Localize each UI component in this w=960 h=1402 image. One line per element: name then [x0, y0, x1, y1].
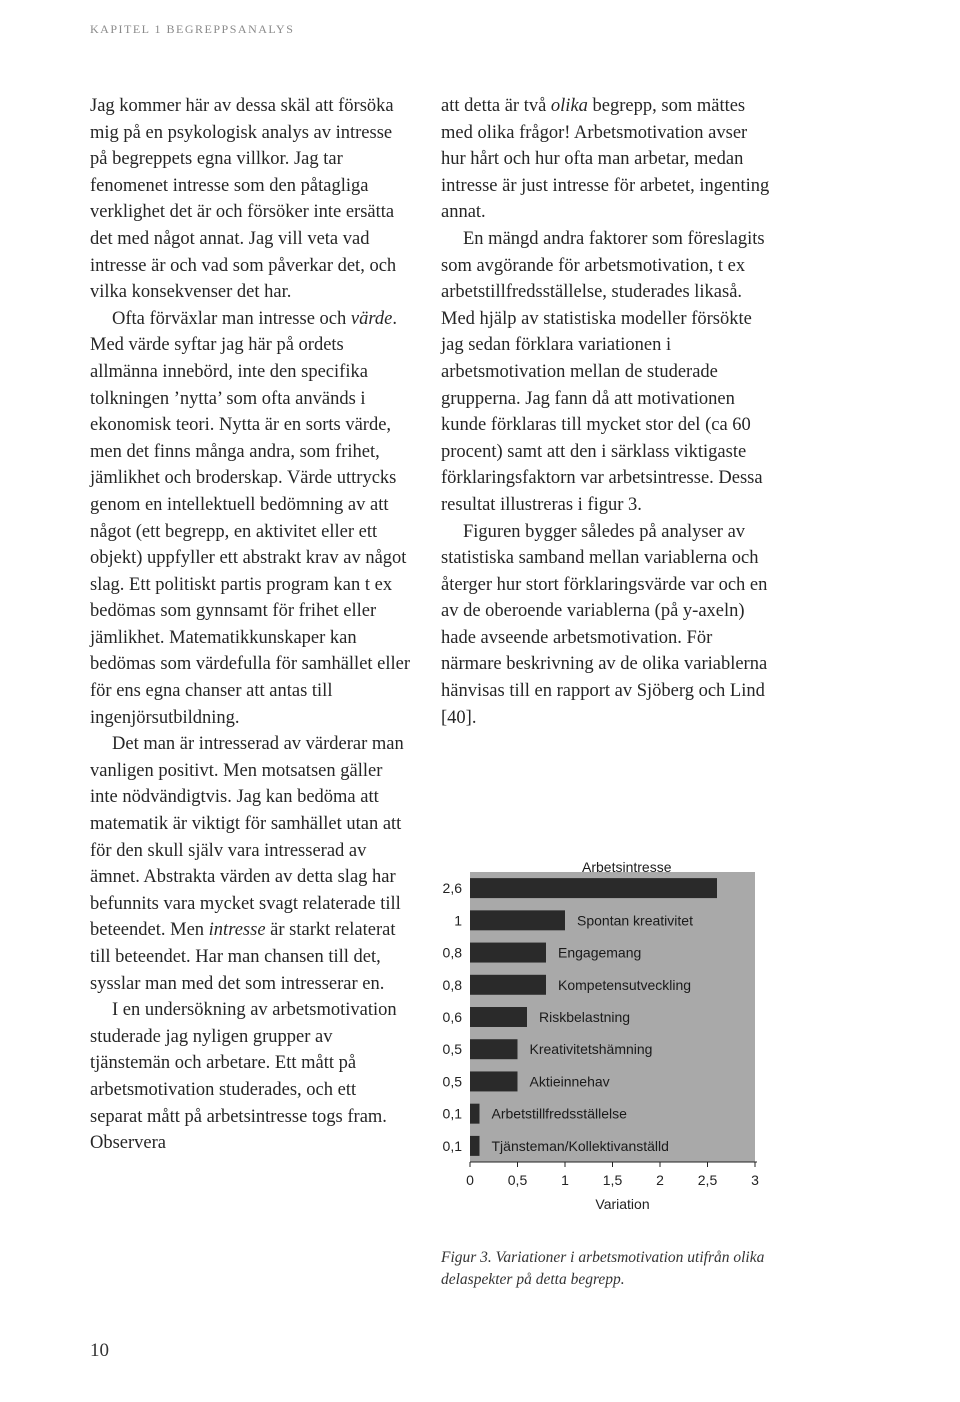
bar: [470, 975, 546, 995]
category-label: Kompetensutveckling: [558, 976, 692, 993]
category-label: Aktieinnehav: [529, 1073, 610, 1090]
x-tick-label: 0: [466, 1172, 474, 1188]
paragraph: Det man är intresserad av värderar man vanligen positivt. Men motsatsen gäller inte nödvändigtvis. Jag kan bedöma att matematik är viktigt för samhället utan att för den skull själv vara intresserad av ämnet. Abstrakta värden av detta slag har befunnits vara mycket svagt relaterade till beteendet. Men intresse är starkt relaterat till beteendet. Har man chansen till det, sysslar man med det som intresserar en.: [90, 734, 404, 994]
value-label: 0,6: [442, 1009, 462, 1025]
x-tick-label: 0,5: [507, 1172, 528, 1188]
value-label: 2,6: [442, 880, 462, 897]
value-label: 0,8: [442, 976, 462, 993]
category-label: Engagemang: [558, 944, 642, 961]
x-tick-label: 1: [561, 1172, 569, 1188]
category-label: Arbetstillfredsställelse: [491, 1105, 627, 1122]
figure-3: [430, 860, 775, 1300]
category-label: Spontan kreativitet: [577, 912, 693, 929]
value-label: 0,1: [442, 1137, 462, 1154]
x-axis-label: Variation: [595, 1196, 650, 1212]
paragraph: Figuren bygger således på analyser av statistiska samband mellan variablerna och återger hur stort förklaringsvärde var och en av de oberoende variablerna (på y-axeln) hade avseende arbetsmotivation. För närmare beskrivning av de olika variablerna hänvisas till en rapport av Sjöberg och Lind [40].: [441, 521, 768, 728]
figure-caption: Figur 3. Variationer i arbetsmotivation utifrån olika delaspekter på detta begrepp.: [441, 1249, 765, 1288]
x-tick-label: 2: [656, 1172, 664, 1188]
x-tick-label: 1,5: [602, 1172, 623, 1188]
bar: [470, 910, 565, 930]
paragraph: Jag kommer här av dessa skäl att försöka mig på en psykologisk analys av intresse på begreppets egna villkor. Jag tar fenomenet intresse som den påtagliga verklighet det är och försöker inte ersätta det med något annat. Jag vill veta vad intresse är och vad som påverkar det, och vilka konsekvenser det har.: [90, 96, 397, 303]
bar: [470, 878, 717, 898]
paragraph: En mängd andra faktorer som föreslagits som avgörande för arbetsmotivation, t ex arbetstillfredsställelse, studerades likaså. Med hjälp av statistiska modeller försökte jag sedan förklara variationen i arbetsmotivation mellan de studerade grupperna. Jag fann då att motivationen kunde förklaras till mycket stor del (ca 60 procent) samt att den i särklass viktigaste förklaringsfaktorn var arbetsintresse. Dessa resultat illustreras i figur 3.: [441, 228, 765, 515]
bar: [470, 1104, 480, 1124]
bar-chart: [430, 860, 775, 1245]
category-label: Kreativitetshämning: [529, 1041, 653, 1058]
bar: [470, 1039, 518, 1059]
right-column: [441, 93, 771, 731]
value-label: 1: [454, 912, 462, 929]
left-column: [90, 93, 412, 1157]
paragraph: Ofta förväxlar man intresse och värde. Med värde syftar jag här på ordets allmänna innebörd, inte den specifika tolkningen ’nytta’ som ofta används i ekonomisk teori. Nytta är en sorts värde, men det finns många andra, som frihet, jämlikhet och broderskap. Värde uttrycks genom en intellektuell bedömning av att något (ett begrepp, en aktivitet eller ett objekt) uppfyller ett abstrakt krav av något slag. Ett politiskt partis program kan t ex bedömas som gynnsamt för frihet eller jämlikhet. Matematikkunskaper kan bedömas som värdefulla för samhället eller för ens egna chanser att antas till ingenjörsutbildning.: [90, 308, 411, 728]
bar: [470, 1071, 518, 1091]
x-tick-label: 3: [751, 1172, 759, 1188]
page-number: 10: [90, 1340, 109, 1361]
paragraph: I en undersökning av arbetsmotivation studerade jag nyligen grupper av tjänstemän och arbetare. Ett mått på arbetsmotivation studerades, och ett separat mått på arbetsintresse togs fram. Observera: [90, 1000, 397, 1154]
value-label: 0,5: [442, 1041, 462, 1058]
bar: [470, 943, 546, 963]
running-header: KAPITEL 1 BEGREPPSANALYS: [90, 22, 295, 36]
value-label: 0,1: [442, 1105, 462, 1122]
bar: [470, 1007, 527, 1027]
value-label: 0,5: [442, 1073, 462, 1090]
category-label: Arbetsintresse: [582, 860, 672, 876]
bar: [470, 1136, 480, 1156]
value-label: 0,8: [442, 944, 462, 961]
category-label: Tjänsteman/Kollektivanställd: [491, 1137, 669, 1154]
paragraph: att detta är två olika begrepp, som mättes med olika frågor! Arbetsmotivation avser hur hårt och hur ofta man arbetar, medan intresse är just intresse för arbetet, ingenting annat.: [441, 96, 770, 223]
x-tick-label: 2,5: [697, 1172, 718, 1188]
category-label: Riskbelastning: [539, 1009, 631, 1025]
